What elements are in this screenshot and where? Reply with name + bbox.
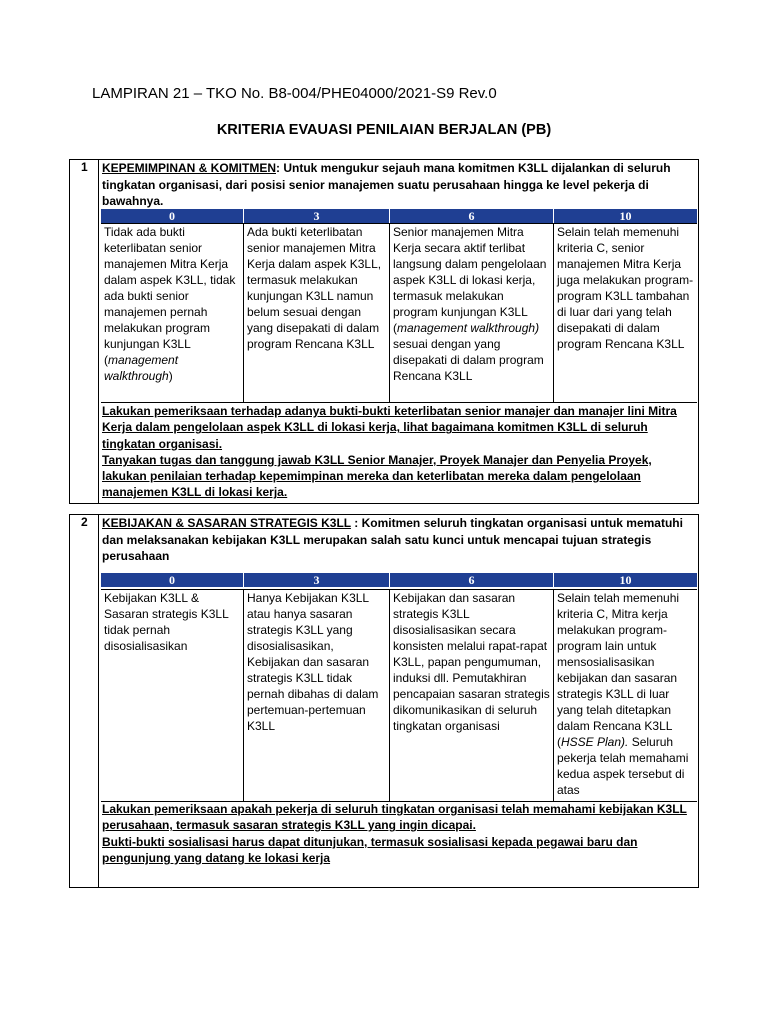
document-title: KRITERIA EVAUASI PENILAIAN BERJALAN (PB)	[216, 122, 552, 138]
section-heading-title: KEBIJAKAN & SASARAN STRATEGIS K3LL	[102, 516, 351, 530]
section-number: 2	[81, 515, 88, 529]
section-content	[99, 515, 698, 887]
criteria-cell	[553, 224, 697, 402]
score-label: 10	[553, 209, 697, 223]
section-number-cell	[70, 160, 99, 503]
criteria-text: Kebijakan K3LL & Sasaran strategis K3LL tidak pernah disosialisasikan	[104, 591, 229, 653]
score-label: 3	[243, 573, 389, 587]
document-header: LAMPIRAN 21 – TKO No. B8-004/PHE04000/2021-S9 Rev.0	[92, 85, 497, 102]
assessment-note: Lakukan pemeriksaan terhadap adanya bukti-bukti keterlibatan senior manajer dan manajer lini Mitra Kerja dalam pengelolaan aspek K3LL di lokasi kerja, lihat bagaimana komitmen K3LL di seluruh tingkatan organisasi.	[102, 404, 677, 451]
criteria-text: Selain telah memenuhi kriteria C, senior manajemen Mitra Kerja juga melakukan program-program K3LL tambahan di luar dari yang telah disepakati di dalam program Rencana K3LL	[557, 225, 694, 351]
section-heading-text: : Komitmen seluruh tingkatan organisasi untuk mematuhi dan melaksanakan kebijakan K3LL merupakan salah satu kunci untuk mencapai tujuan strategis perusahaan	[102, 516, 683, 563]
criteria-text: sesuai dengan yang disepakati di dalam program Rencana K3LL	[393, 337, 544, 383]
criteria-cell	[389, 224, 553, 402]
assessment-note: Tanyakan tugas dan tanggung jawab K3LL Senior Manajer, Proyek Manajer dan Penyelia Proyek, lakukan penilaian terhadap kepemimpinan mereka dan keterlibatan mereka dalam pengelolaan manajemen K3LL di lokasi kerja.	[102, 452, 652, 500]
criteria-text: Selain telah memenuhi kriteria C, Mitra kerja melakukan program-program lain untuk mensosialisasikan kebijakan dan sasaran strategis K3LL di luar yang telah ditetapkan dalam Rencana K3LL (	[557, 591, 680, 749]
criteria-text: )	[168, 369, 173, 383]
criteria-cell	[243, 224, 389, 402]
assessment-note: Lakukan pemeriksaan apakah pekerja di seluruh tingkatan organisasi telah memahami kebijakan K3LL perusahaan, termasuk sasaran strategis K3LL yang ingin dicapai.	[102, 802, 687, 833]
criteria-row	[101, 589, 697, 802]
assessment-note: Bukti-bukti sosialisasi harus dapat ditunjukan, termasuk sosialisasi kepada pegawai baru dan pengunjung yang datang ke lokasi kerja	[102, 834, 638, 865]
section-content	[99, 160, 698, 503]
criteria-cell	[389, 590, 553, 801]
section-heading	[102, 515, 692, 565]
criteria-italic-text: management walkthrough	[104, 353, 179, 383]
section-heading-title: KEPEMIMPINAN & KOMITMEN	[102, 161, 276, 175]
section-number: 1	[81, 160, 88, 174]
criteria-cell	[101, 224, 243, 402]
criteria-text: Senior manajemen Mitra Kerja secara aktif terlibat langsung dalam pengelolaan aspek K3LL di lokasi kerja, termasuk melakukan program kunjungan K3LL (	[393, 225, 547, 335]
score-header-bar	[101, 209, 697, 223]
criteria-text: Kebijakan dan sasaran strategis K3LL disosialisasikan secara konsisten melalui rapat-rapat K3LL, papan pengumuman, induksi dll. Pemutakhiran pencapaian sasaran strategis dikomunikasikan di seluruh tingkatan organisasi	[393, 591, 550, 733]
criteria-row	[101, 223, 697, 403]
score-label: 6	[389, 209, 553, 223]
score-label: 3	[243, 209, 389, 223]
criteria-cell	[553, 590, 697, 801]
score-label: 0	[169, 209, 175, 223]
assessment-notes	[102, 403, 690, 501]
criteria-text: Ada bukti keterlibatan senior manajemen Mitra Kerja dalam aspek K3LL, termasuk melakukan kunjungan K3LL namun belum sesuai dengan yang disepakati di dalam program Rencana K3LL	[247, 225, 382, 351]
assessment-notes	[102, 801, 690, 866]
score-label: 10	[553, 573, 697, 587]
criteria-text: Hanya Kebijakan K3LL atau hanya sasaran strategis K3LL yang disosialisasikan, Kebijakan dan sasaran strategis K3LL tidak pernah dibahas di dalam pertemuan-pertemuan K3LL	[247, 591, 379, 733]
score-header-bar	[101, 573, 697, 587]
criteria-italic-text: HSSE Plan).	[561, 735, 629, 749]
criteria-italic-text: management walkthrough)	[397, 321, 540, 335]
section-heading	[102, 160, 692, 210]
criteria-text: Seluruh pekerja telah memahami kedua aspek tersebut di atas	[557, 735, 689, 797]
criteria-cell	[243, 590, 389, 801]
criteria-section-2	[69, 514, 699, 888]
criteria-cell	[101, 590, 243, 801]
score-label: 0	[169, 573, 175, 587]
score-label: 6	[389, 573, 553, 587]
criteria-section-1	[69, 159, 699, 504]
criteria-text: Tidak ada bukti keterlibatan senior manajemen Mitra Kerja dalam aspek K3LL, tidak ada bukti senior manajemen pernah melakukan program kunjungan K3LL (	[104, 225, 236, 367]
section-heading-text: : Untuk mengukur sejauh mana komitmen K3LL dijalankan di seluruh tingkatan organisasi, dari posisi senior manajemen suatu perusahaan hingga ke level pekerja di bawahnya.	[102, 161, 671, 208]
section-number-cell	[70, 515, 99, 887]
